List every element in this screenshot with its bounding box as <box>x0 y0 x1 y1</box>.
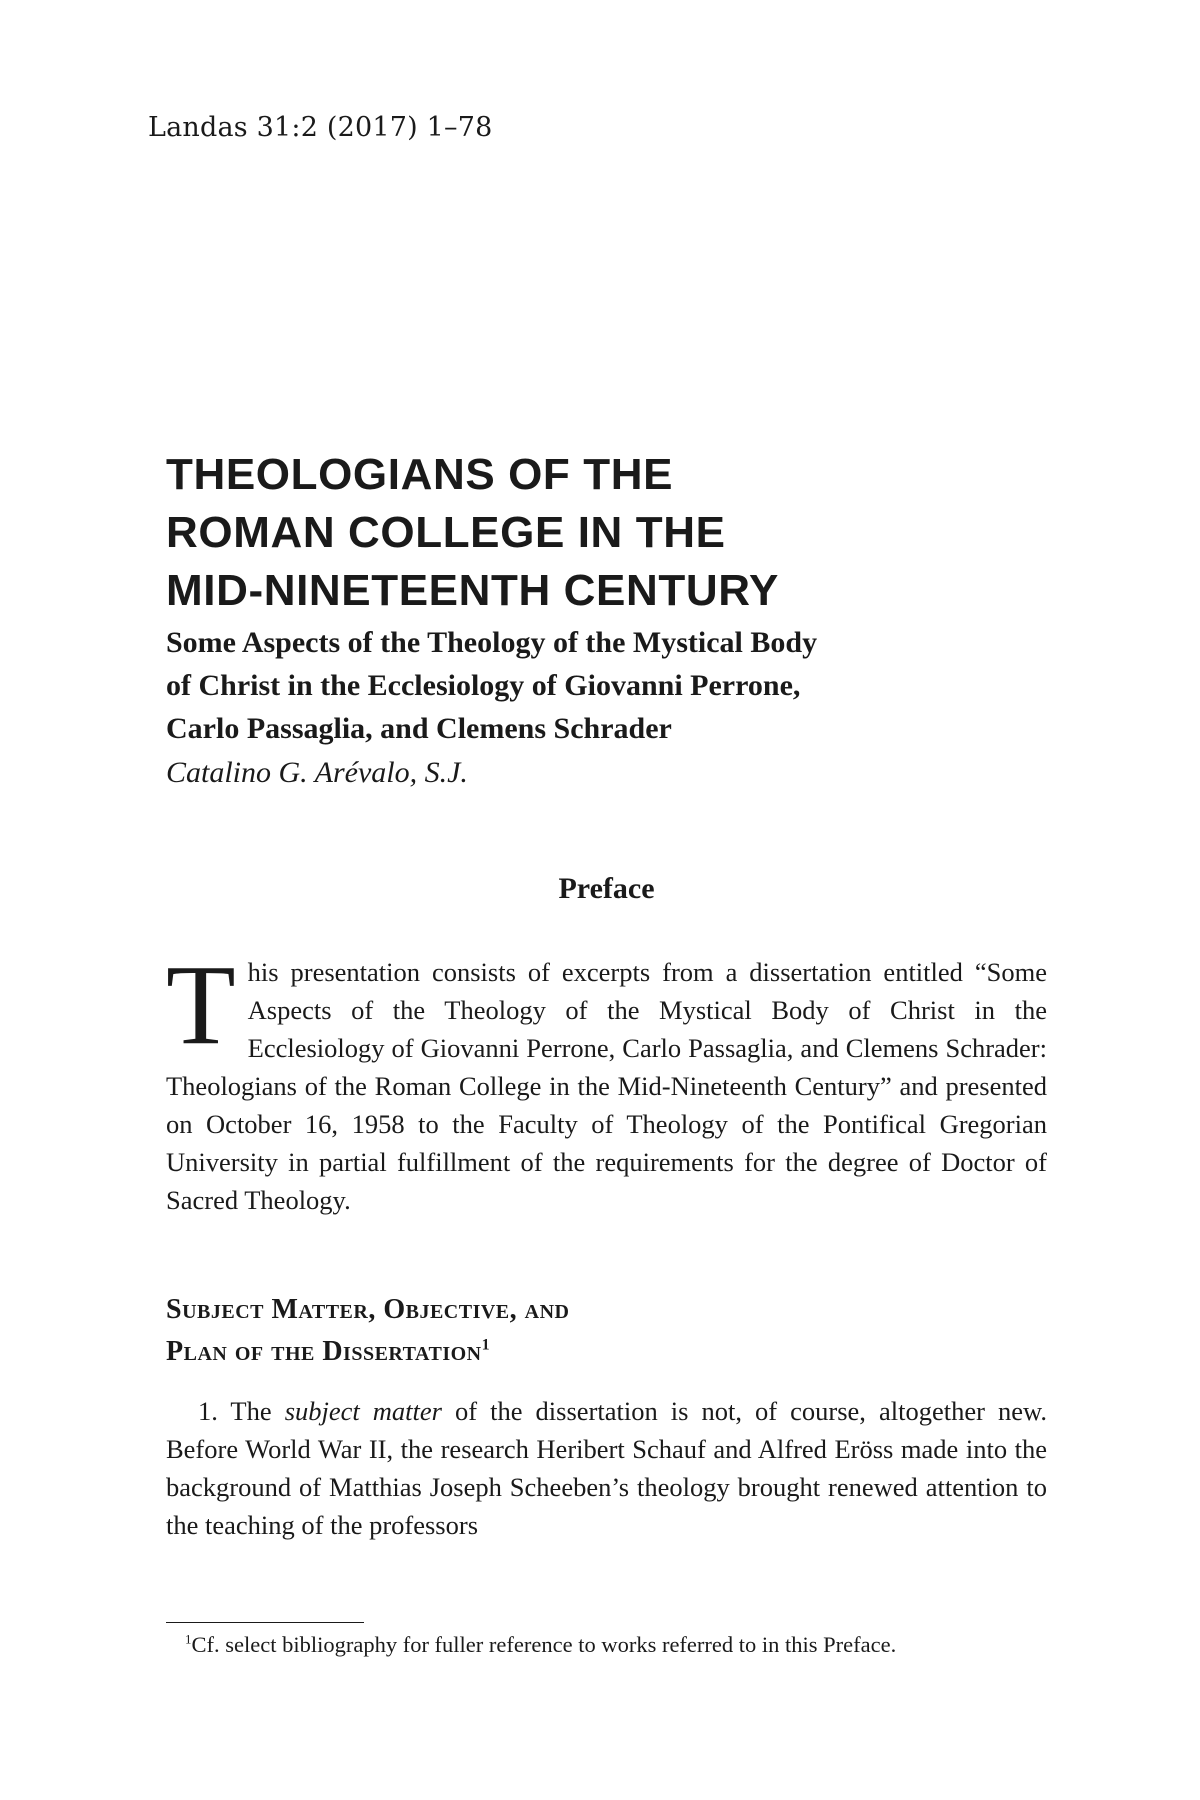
article-author: Catalino G. Arévalo, S.J. <box>166 756 468 789</box>
body-paragraph <box>166 1392 1047 1544</box>
subtitle-line: Some Aspects of the Theology of the Mystical Body <box>166 626 818 659</box>
preface-paragraph <box>166 941 1047 1219</box>
preface-heading: Preface <box>558 872 655 905</box>
title-line: THEOLOGIANS OF THE <box>166 450 674 499</box>
journal-reference: Landas 31:2 (2017) 1–78 <box>148 112 493 143</box>
subtitle-line: of Christ in the Ecclesiology of Giovanni Perrone, <box>166 669 801 702</box>
title-line: MID-NINETEENTH CENTURY <box>166 566 779 615</box>
paragraph-number: 1. The <box>198 1396 272 1426</box>
section-heading <box>166 1289 1047 1373</box>
paragraph-text: of the dissertation is not, of course, altogether new. Before World War II, the research Heribert Schauf and Alfred Eröss made into the background of Matthias Joseph Scheeben’s theology brought renewed attention to the teaching of the professors <box>166 1396 1048 1540</box>
drop-cap: T <box>166 941 236 1068</box>
emphasis-text: subject matter <box>284 1396 442 1426</box>
subtitle-line: Carlo Passaglia, and Clemens Schrader <box>166 712 672 745</box>
footnote <box>185 1628 1047 1662</box>
preface-text: his presentation consists of excerpts from a dissertation entitled “Some Aspects of the Theology of the Mystical Body of Christ in the Ecclesiology of Giovanni Perrone, Carlo Passaglia, and Clemens Schrader: Theologians of the Roman College in the Mid-Nineteenth Century” and presented on October 16, 1958 to the Faculty of Theology of the Pontifical Gregorian University in partial fulfillment of the requirements for the degree of Doctor of Sacred Theology. <box>166 957 1047 1215</box>
article-subtitle <box>166 621 1066 750</box>
section-heading-line: Plan of the Dissertation$^1$ <box>166 1336 491 1367</box>
article-title <box>166 446 1066 620</box>
footnote-text: Cf. select bibliography for fuller reference to works referred to in this Preface. <box>191 1632 897 1657</box>
title-line: ROMAN COLLEGE IN THE <box>166 508 726 557</box>
footnote-marker: 1 <box>185 1631 192 1647</box>
footnote-ref[interactable]: 1 <box>481 1336 491 1354</box>
footnote-divider <box>166 1622 364 1623</box>
section-heading-line: Subject Matter, Objective, and <box>166 1294 570 1325</box>
